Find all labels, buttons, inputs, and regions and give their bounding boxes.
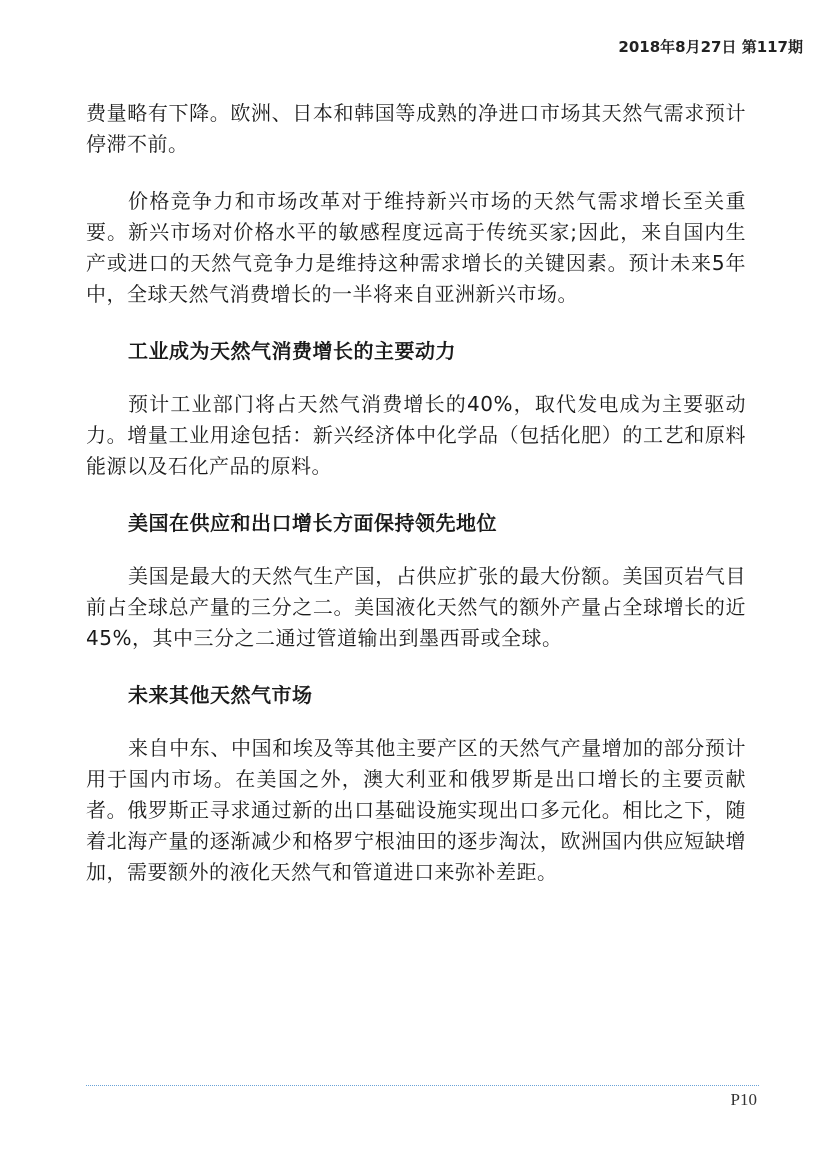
- paragraph-industry: 预计工业部门将占天然气消费增长的40%，取代发电成为主要驱动力。增量工业用途包括：新兴经济体中化学品（包括化肥）的工艺和原料能源以及石化产品的原料。: [86, 392, 746, 478]
- paragraph-us-supply: 美国是最大的天然气生产国，占供应扩张的最大份额。美国页岩气目前占全球总产量的三分之二。美国液化天然气的额外产量占全球增长的近45%，其中三分之二通过管道输出到墨西哥或全球。: [86, 564, 746, 650]
- paragraph-other-markets: 来自中东、中国和埃及等其他主要产区的天然气产量增加的部分预计用于国内市场。在美国之外，澳大利亚和俄罗斯是出口增长的主要贡献者。俄罗斯正寻求通过新的出口基础设施实现出口多元化。相比之下，随着北海产量的逐渐减少和格罗宁根油田的逐步淘汰，欧洲国内供应短缺增加，需要额外的液化天然气和管道进口来弥补差距。: [86, 736, 746, 884]
- paragraph-continuation: 费量略有下降。欧洲、日本和韩国等成熟的净进口市场其天然气需求预计停滞不前。: [86, 101, 746, 156]
- article-body: [86, 98, 746, 888]
- section-heading-us-supply: 美国在供应和出口增长方面保持领先地位: [128, 511, 497, 535]
- section-heading-industry: 工业成为天然气消费增长的主要动力: [128, 339, 456, 363]
- page-number: P10: [730, 1090, 757, 1109]
- section-heading-other-markets: 未来其他天然气市场: [128, 683, 313, 707]
- paragraph-price-competitiveness: 价格竞争力和市场改革对于维持新兴市场的天然气需求增长至关重要。新兴市场对价格水平的敏感程度远高于传统买家;因此，来自国内生产或进口的天然气竞争力是维持这种需求增长的关键因素。预计未来5年中，全球天然气消费增长的一半将来自亚洲新兴市场。: [86, 189, 746, 306]
- footer-divider: [86, 1085, 759, 1086]
- issue-date-header: 2018年8月27日 第117期: [618, 38, 803, 56]
